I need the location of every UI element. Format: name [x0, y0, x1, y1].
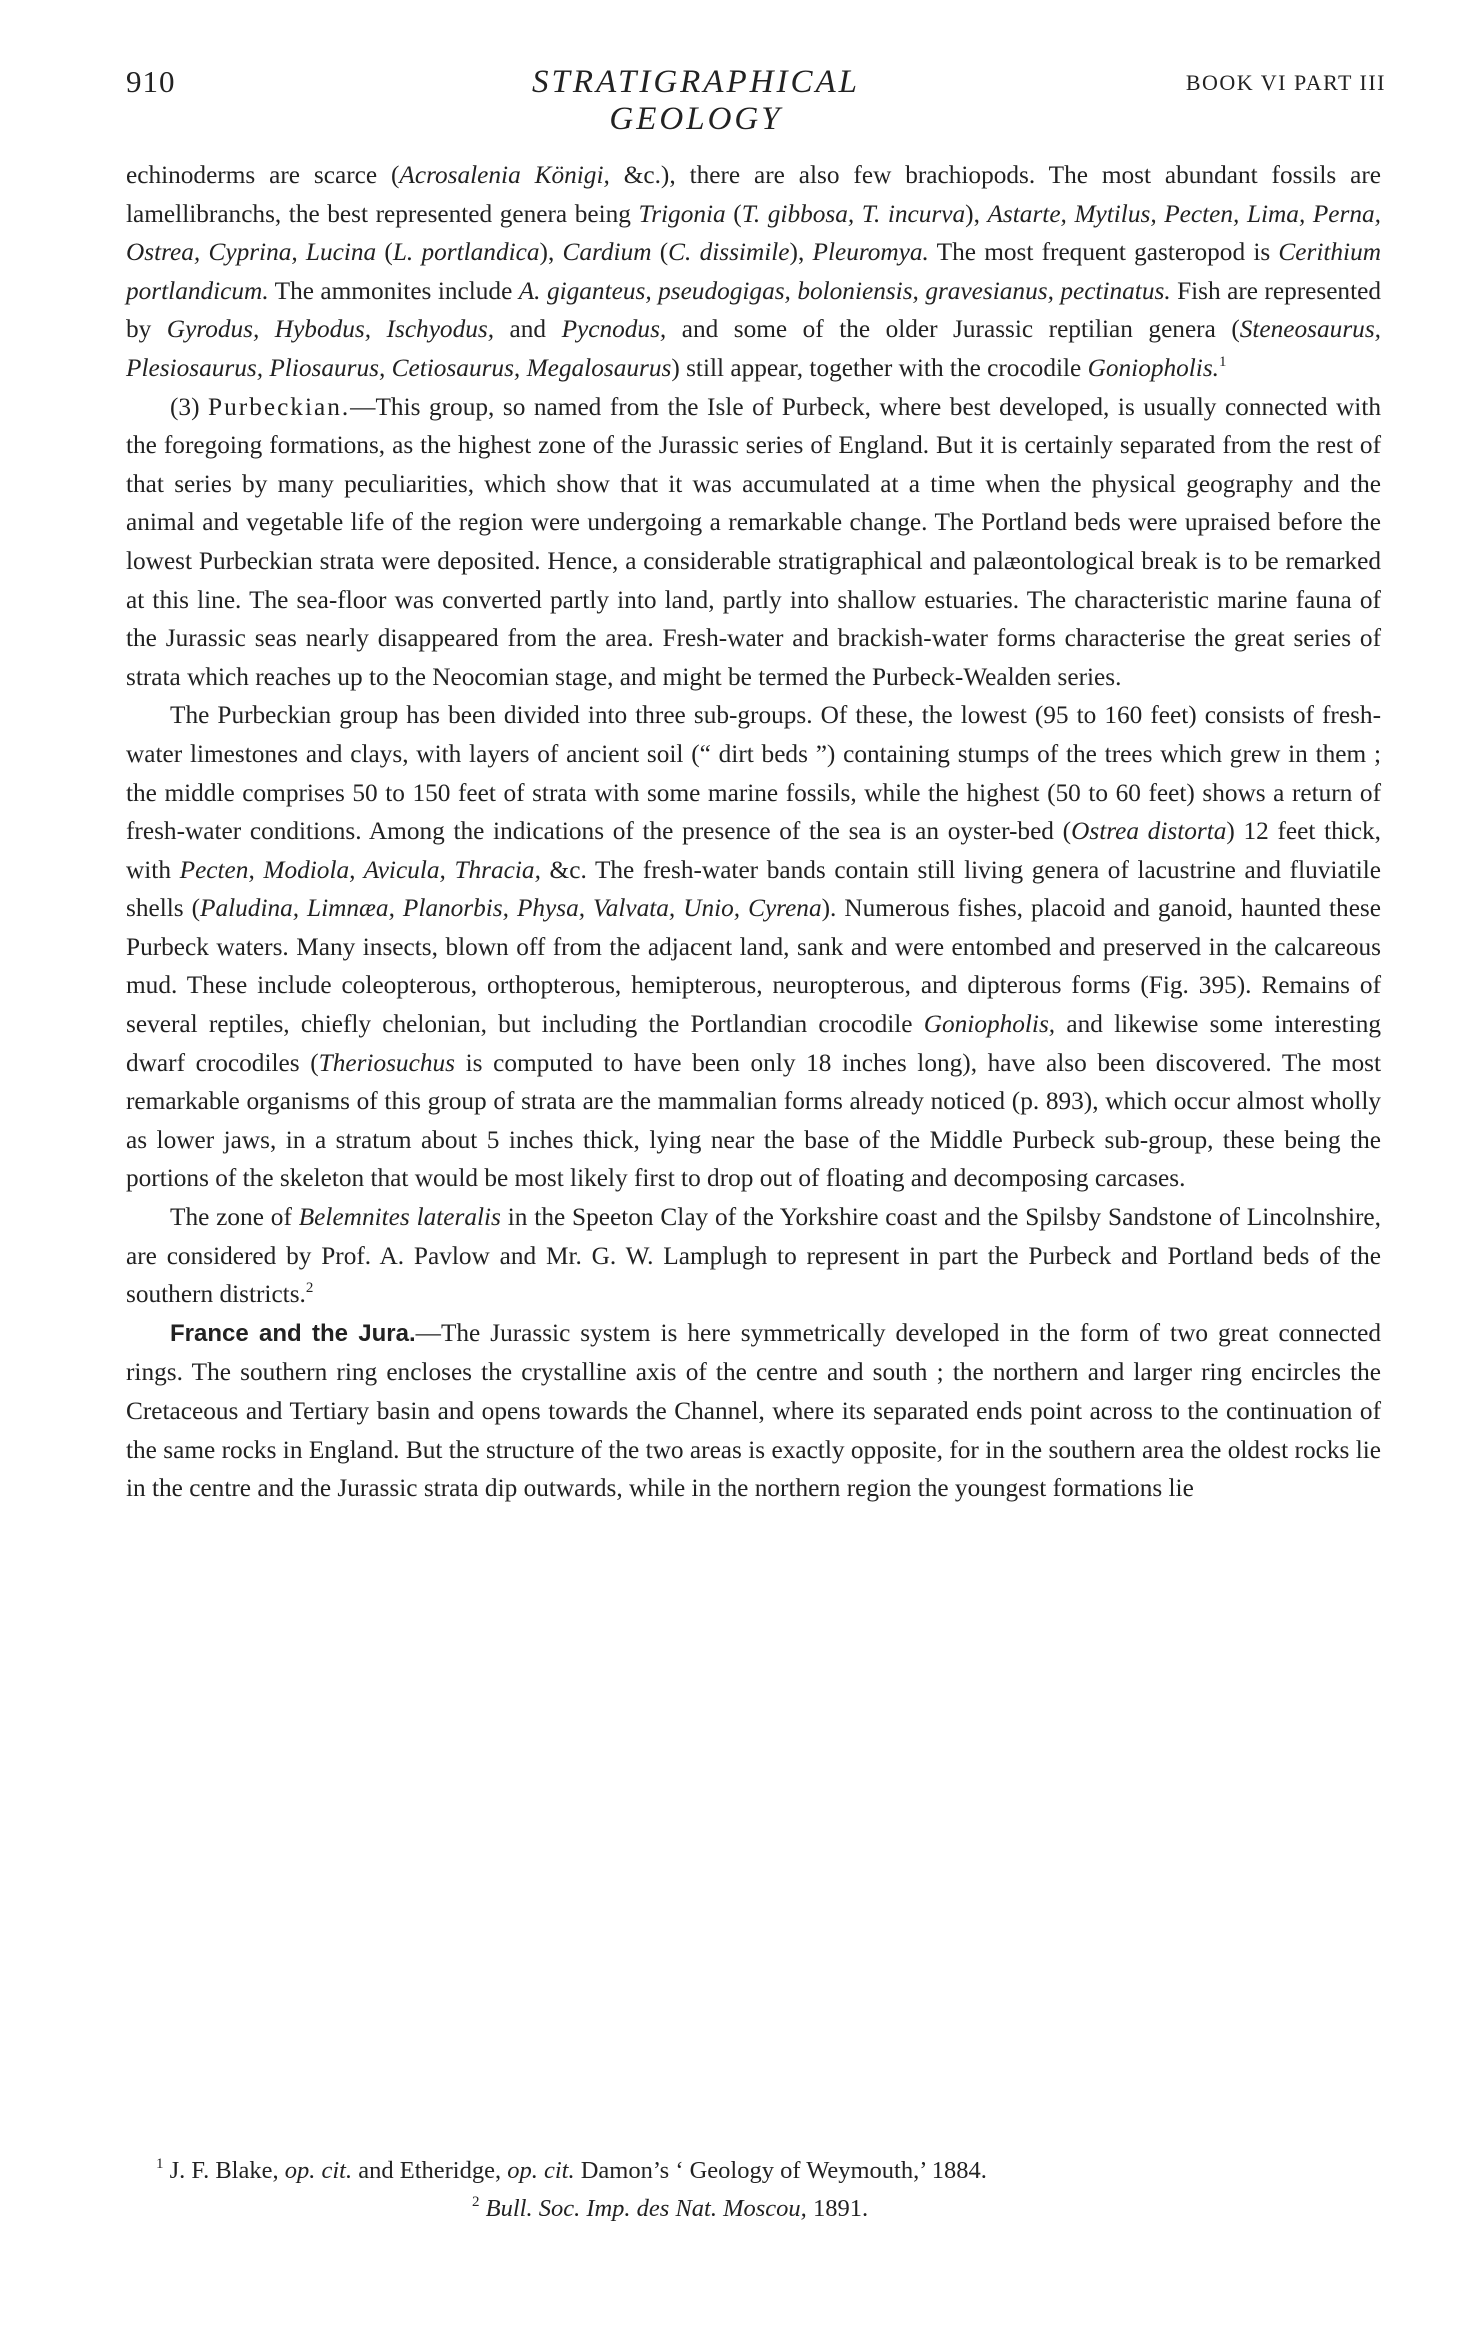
text-run: and likewise some interesting dwarf crocodiles (: [126, 1010, 1381, 1077]
spaced-run: Purbeckian.: [208, 392, 351, 421]
italic-run: Cardium: [562, 238, 652, 267]
footnote-marker: 1: [156, 2156, 164, 2172]
italic-run: op. cit.: [284, 2157, 353, 2184]
running-header: [126, 64, 1386, 137]
text-run: &c. The fresh-water bands contain still living genera of lacustrine and fluviatile shells (: [126, 855, 1381, 923]
bold-run: France and the Jura.: [170, 1319, 416, 1347]
text-run: The zone of: [170, 1203, 299, 1232]
italic-run: Pleuromya.: [812, 238, 929, 267]
paragraph-purbeckian-subgroups: [126, 696, 1381, 1198]
italic-run: Trigonia: [638, 199, 726, 228]
text-run: is computed to have been only 18 inches long), have also been discovered. The most remarkable organisms of this group of strata are the mammalian forms already noticed (p. 893), which occur almost wholly as lower jaws, in a stratum about 5 inches thick, lying near the base of the Middle Purbeck sub-group, these being the portions of the skeleton that would be most likely first to drop out of floating and decomposing carcases.: [126, 1048, 1381, 1193]
footnote-marker: 1: [1219, 353, 1227, 370]
running-title: STRATIGRAPHICAL GEOLOGY: [532, 64, 860, 137]
page-number: 910: [126, 64, 176, 99]
footnotes: [126, 2152, 1381, 2228]
text-run: ) 12 feet thick, with: [126, 817, 1381, 884]
paragraph-portlandian-fossils: [126, 156, 1381, 388]
text-run: and Etheridge,: [352, 2157, 508, 2184]
text-run: The Purbeckian group has been divided into three sub-groups. Of these, the lowest (95 to 160 feet) consists of fresh-water limestones and clays, with layers of ancient soil (“ dirt beds ”) containing stumps of the trees which grew in them ; the middle comprises 50 to 150 feet of strata with some marine fossils, while the highest (50 to 60 feet) shows a return of fresh-water conditions. Among the indications of the presence of the sea is an oyster-bed (: [126, 701, 1381, 846]
text-run: —The Jurassic system is here symmetrically developed in the form of two great connected rings. The southern ring encloses the crystalline axis of the centre and south ; the northern and larger ring encircles the Cretaceous and Tertiary basin and opens towards the Channel, where its separated ends point across to the continuation of the same rocks in England. But the structure of the two areas is exactly opposite, for in the southern area the oldest rocks lie in the centre and the Jurassic strata dip outwards, while in the northern region the youngest formations lie: [126, 1318, 1381, 1503]
italic-run: Belemnites lateralis: [298, 1203, 501, 1232]
text-run: ) still appear, together with the crocodile: [671, 353, 1088, 382]
text-run: ),: [539, 238, 563, 267]
text-run: (: [376, 238, 393, 267]
italic-run: C. dissimile: [668, 238, 790, 267]
text-run: echinoderms are scarce (: [126, 161, 400, 189]
text-run: ). Numerous fishes, placoid and ganoid, haunted these Purbeck waters. Many insects, blown off from the adjacent land, sank and were entombed and preserved in the calcareous mud. These include coleopterous, orthopterous, hemipterous, neuropterous, and dipterous forms (Fig. 395). Remains of several reptiles, chiefly chelonian, but including the Portlandian crocodile: [126, 894, 1381, 1039]
text-run: and some of the older Jurassic reptilian genera (: [666, 315, 1240, 344]
italic-run: Cerithium portlandicum.: [126, 238, 1382, 305]
italic-run: Paludina, Limnæa, Planorbis, Physa, Valvata, Unio, Cyrena: [200, 894, 822, 923]
book-part-label: BOOK VI PART III: [1185, 70, 1386, 95]
italic-run: Theriosuchus: [318, 1048, 455, 1077]
italic-run: Pycnodus,: [561, 315, 667, 344]
text-run: —This group, so named from the Isle of Purbeck, where best developed, is usually connected with the foregoing formations, as the highest zone of the Jurassic series of England. But it is certainly separated from the rest of that series by many peculiarities, which show that it was accumulated at a time when the physical geography and the animal and vegetable life of the region were undergoing a remarkable change. The Portland beds were upraised before the lowest Purbeckian strata were deposited. Hence, a considerable stratigraphical and palæontological break is to be remarked at this line. The sea-floor was converted partly into land, partly into shallow estuaries. The characteristic marine fauna of the Jurassic seas nearly disappeared from the area. Fresh-water and brackish-water forms characterise the great series of strata which reaches up to the Neocomian stage, and might be termed the Purbeck-Wealden series.: [126, 392, 1381, 691]
italic-run: Goniopholis.: [1087, 353, 1220, 382]
footnote-marker: 2: [472, 2194, 480, 2210]
text-run: Damon’s ‘ Geology of Weymouth,’ 1884.: [574, 2157, 987, 2184]
text-run: The ammonites include: [268, 276, 519, 305]
italic-run: Goniopholis,: [923, 1010, 1056, 1039]
text-run: J. F. Blake,: [163, 2157, 285, 2184]
italic-run: Ostrea distorta: [1071, 817, 1227, 846]
footnote-1: [126, 2152, 1381, 2190]
text-run: (: [725, 199, 742, 228]
text-run: ),: [965, 199, 988, 228]
text-run: (: [651, 238, 669, 267]
italic-run: Gyrodus, Hybodus, Ischyodus,: [166, 315, 495, 344]
text-run: ),: [789, 238, 813, 267]
italic-run: Pecten, Modiola, Avicula, Thracia,: [179, 855, 541, 884]
italic-run: A. giganteus, pseudogigas, boloniensis, gravesianus, pectinatus.: [518, 276, 1171, 305]
paragraph-purbeckian-intro: [126, 388, 1381, 697]
text-run: 1891.: [806, 2195, 869, 2222]
paragraph-belemnites-zone: [126, 1198, 1381, 1314]
footnote-2: [126, 2190, 1381, 2228]
main-text: [126, 156, 1381, 1508]
paragraph-france-jura: [126, 1314, 1381, 1508]
text-run: in the Speeton Clay of the Yorkshire coast and the Spilsby Sandstone of Lincolnshire, are considered by Prof. A. Pavlow and Mr. G. W. Lamplugh to represent in part the Purbeck and Portland beds of the southern districts.: [126, 1203, 1381, 1309]
italic-run: op. cit.: [507, 2157, 575, 2184]
text-run: &c.), there are also few brachiopods. The most abundant fossils are lamellibranchs, the best represented genera being: [126, 161, 1381, 228]
italic-run: Astarte, Mytilus, Pecten, Lima, Perna, Ostrea, Cyprina, Lucina: [126, 199, 1381, 267]
text-run: The most frequent gasteropod is: [928, 238, 1279, 267]
text-run: and: [494, 315, 562, 344]
italic-run: L. portlandica: [392, 238, 540, 267]
text-run: (3): [170, 392, 209, 421]
italic-run: Steneosaurus, Plesiosaurus, Pliosaurus, Cetiosaurus, Megalosaurus: [126, 315, 1381, 382]
footnote-marker: 2: [305, 1280, 314, 1297]
italic-run: Bull. Soc. Imp. des Nat. Moscou,: [485, 2195, 807, 2222]
italic-run: Acrosalenia Königi,: [399, 161, 610, 189]
text-run: Fish are represented by: [126, 276, 1381, 344]
italic-run: T. gibbosa, T. incurva: [741, 199, 966, 228]
